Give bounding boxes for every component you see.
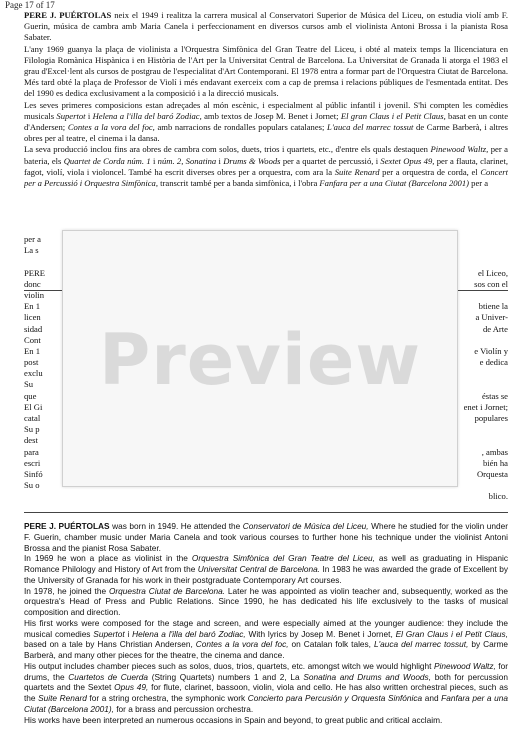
left-fragment-line: que — [24, 390, 37, 401]
left-fragment-line: Cont — [24, 334, 41, 345]
right-fragment-line — [456, 290, 508, 301]
right-fragment-line: , ambas — [481, 446, 508, 457]
right-fragment-line: sos con el — [474, 278, 508, 289]
catalan-text: neix el 1949 i realitza la carrera musical al Conservatori Superior de Música del Liceu, on estudia violí amb F. Guerin, música de cambra amb Maria Canela i perfeccionament en diversos cursos amb el violinista Antoni Brossa i la pianista Rosa Sabater. — [24, 10, 508, 43]
catalan-paragraph-2: L'any 1969 guanya la plaça de violinista a l'Orquestra Simfònica del Gran Teatre del Liceu, i obté al mateix temps la llicenciatura en Filologia Romànica Hispànica i en Història de l'Art per la Universitat Central de Barcelona. La Universitat de Granada li atorga el 1983 el grau d'Excel·lent als cursos de postgrau de l'especialitat d'Art Contemporani. El 1978 entra a formar part de l'Orquestra Ciutat de Barcelona. Més tard obté la plaça de Professor de Violí i més endavant exerceix com a cap de premsa i relacions públiques de l'esmentada entitat. Des del 1990 es dedica exclusivament a la composició i a la direcció musicals. — [24, 43, 508, 99]
page-number: Page 17 of 17 — [5, 0, 55, 10]
english-paragraph-5: His output includes chamber pieces such as solos, duos, trios, quartets, etc. amongst witch we would highlight Pinewood Waltz, for drums, the Cuartetos de Cuerda (String Quartets) numbers 1 and 2, La Sonatina and Drums and Woods, both for percussion quartets and the Sextet Opus 49, for flute, clarinet, bassoon, violin, viola and cello. He has also written orchestral pieces, such as the Suite Renard for a string orchestra, the symphonic work Concierto para Percusión y Orquesta Sinfónica and Fanfara per a una Ciutat (Barcelona 2001), for a brass and percussion orchestra. — [24, 660, 508, 714]
left-fragment-line: PERE — [24, 267, 46, 278]
right-fragment-line — [456, 424, 508, 435]
english-paragraph-2: In 1969 he won a place as violinist in the Orquestra Simfònica del Gran Teatre del Liceu, as well as graduating in Hispanic Romance Philology and History of Art from the Universitat Central de Barcelona. In 1983 he was awarded the grade of Excellent by the University of Granada for his work in their postgraduate Contemporary Art courses. — [24, 553, 509, 585]
composer-name-english: PERE J. PUÉRTOLAS — [24, 521, 110, 531]
left-fragment-line: En 1 — [24, 301, 40, 312]
left-fragment-line: Su o — [24, 480, 40, 491]
left-fragment-line: donc — [24, 278, 41, 289]
catalan-paragraph-3: Les seves primeres composicions estan adreçades al món escènic, i especialment al públic infantil i jovenil. S'hi compten les comèdies musicals Supertot i Helena a l'illa del baró Zodiac, amb textos de Josep M. Benet i Jornet; El gran Claus i el Petit Claus, basat en un conte d'Andersen; Contes a la vora del foc, amb narracions de rondalles populars catalanes; L'auca del marrec tossut de Carme Barberà, i altres obres per al teatre, el cinema i la dansa. — [24, 99, 508, 144]
right-fragment-line — [456, 234, 508, 245]
right-fragment-line: e dedica — [479, 357, 508, 368]
right-fragment-line — [456, 379, 508, 390]
composer-name: PERE J. PUÉRTOLAS — [24, 10, 112, 20]
right-fragment-line — [456, 256, 508, 267]
right-fragment-line: bién ha — [482, 457, 508, 468]
right-fragment-line: enet i Jornet; — [463, 401, 508, 412]
right-fragment-line — [456, 435, 508, 446]
right-fragment-line: Orquesta — [476, 468, 508, 479]
left-fragment-line: catal — [24, 413, 41, 423]
left-fragment-line: escri — [24, 457, 41, 468]
catalan-paragraph-4: La seva producció inclou fins ara obres de cambra com solos, duets, trios i quartets, etc., d'entre els quals destaquen Pinewood Waltz, per a bateria, els Quartet de Corda núm. 1 i núm. 2, Sonatina i Drums & Woods per a quartet de percussió, i Sextet Opus 49, per a flauta, clarinet, fagot, violí, viola i violoncel. També ha escrit diverses obres per a orquestra, com ara la Suite Renard per a orquestra de corda, el Concert per a Percussió i Orquestra Simfònica, transcrit també per a banda simfònica, i l'obra Fanfara per a una Ciutat (Barcelona 2001) per a — [24, 144, 508, 189]
right-fragment-line: btiene la — [478, 301, 508, 312]
english-paragraph-4: His first works were composed for the stage and screen, and were especially aimed at the younger audience: they include the musical comedies Supertot i Helena a l'illa del baró Zodiac, With lyrics by Josep M. Benet i Jornet, El Gran Claus i el Petit Claus, based on a tale by Hans Christian Andersen, Contes a la vora del foc, on Catalan folk tales, L'auca del marrec tossut, by Carme Barberà, and many other pieces for the theatre, the cinema and dance. — [24, 617, 508, 660]
english-paragraph-1: PERE J. PUÉRTOLAS was born in 1949. He attended the Conservatori de Música del Liceu, Where he studied for the violin under F. Guerin, chamber music under Maria Canela and took various courses to further hone his technique under the violinist Antoni Brossa and the pianist Rosa Sabater. — [24, 521, 509, 553]
left-fragment-line: El Gi — [24, 401, 43, 412]
left-fragment-line: per a — [24, 234, 41, 244]
left-fragment-line — [24, 256, 62, 267]
right-fragment-line — [456, 335, 508, 346]
right-fragment-line: populares — [474, 413, 508, 423]
hidden-text-right-fragments — [456, 234, 508, 502]
section-divider-lower — [24, 512, 508, 513]
right-fragment-line — [456, 368, 508, 379]
preview-watermark-panel — [62, 230, 458, 487]
left-fragment-line: Sinfó — [24, 468, 43, 479]
right-fragment-line: e Violín y — [474, 345, 508, 356]
left-fragment-line: Su — [24, 379, 34, 390]
english-biography — [24, 521, 508, 725]
left-fragment-line: exclu — [24, 368, 43, 379]
english-paragraph-6: His works have been interpreted an numerous occasions in Spain and beyond, to great public and critical acclaim. — [24, 714, 443, 725]
right-fragment-line: éstas se — [481, 390, 508, 401]
right-fragment-line: a Univer- — [475, 312, 508, 323]
left-fragment-line: Su p — [24, 424, 40, 435]
catalan-paragraph-1 — [24, 10, 508, 44]
left-fragment-line: violin — [24, 289, 45, 300]
right-fragment-line — [456, 480, 508, 491]
right-fragment-line: el Liceo, — [477, 267, 508, 278]
hidden-text-left-fragments — [24, 234, 62, 502]
right-fragment-line: de Arte — [482, 323, 508, 334]
left-fragment-line: para — [24, 446, 39, 457]
right-fragment-line — [456, 245, 508, 256]
left-fragment-line: sidad — [24, 323, 43, 334]
right-fragment-line: blico. — [488, 491, 508, 502]
left-fragment-line: En 1 — [24, 345, 40, 356]
preview-watermark-text: Preview — [98, 319, 422, 401]
left-fragment-line: La s — [24, 245, 39, 256]
left-fragment-line: post — [24, 357, 39, 368]
left-fragment-line: dest — [24, 435, 38, 446]
left-fragment-line: licen — [24, 312, 41, 323]
catalan-biography — [24, 10, 508, 234]
english-paragraph-3: In 1978, he joined the Orquestra Ciutat de Barcelona. Later he was appointed as violin teacher and, subsequently, worked as the orquestra's Head of Press and Public Relations. Since 1990, he has dedicated his life exclusively to the tasks of musical composition and direction. — [24, 585, 509, 617]
